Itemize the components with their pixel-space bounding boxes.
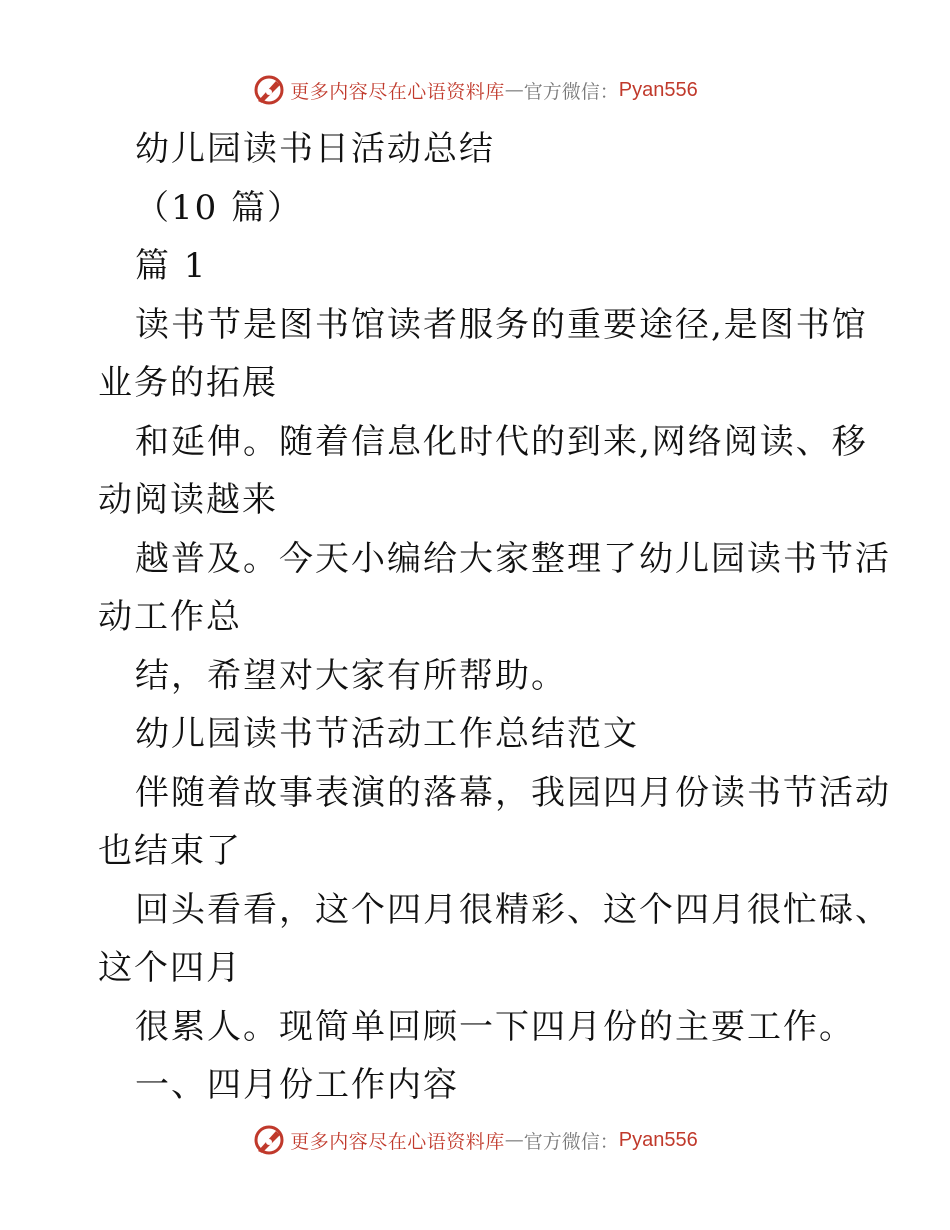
banner-wechat-id: Pyan556: [618, 1128, 698, 1151]
pen-logo-icon: [252, 73, 286, 107]
paragraph-line: 也结束了: [98, 831, 242, 871]
banner-brand-text: 更多内容尽在心语资料库: [290, 1130, 505, 1153]
paragraph-line: 业务的拓展: [98, 363, 278, 403]
paragraph-line: 结，希望对大家有所帮助。: [135, 655, 567, 696]
header-watermark-banner: [0, 70, 950, 110]
paragraph-line: 和延伸。随着信息化时代的到来,网络阅读、移: [135, 421, 868, 462]
banner-separator: —: [504, 1129, 524, 1151]
footer-watermark-banner: [0, 1120, 950, 1160]
list-heading: 一、四月份工作内容: [135, 1065, 459, 1105]
paragraph-line: 这个四月: [98, 948, 242, 988]
subsection-heading: 幼儿园读书节活动工作总结范文: [135, 714, 639, 754]
paragraph-line: 很累人。现简单回顾一下四月份的主要工作。: [135, 1006, 855, 1047]
pen-logo-icon: [252, 1123, 286, 1157]
paragraph-line: 读书节是图书馆读者服务的重要途径,是图书馆: [135, 304, 868, 345]
banner-wechat-id: Pyan556: [618, 78, 698, 101]
paragraph-line: 越普及。今天小编给大家整理了幼儿园读书节活: [135, 538, 891, 579]
document-title: 幼儿园读书日活动总结: [135, 129, 495, 169]
banner-separator: —: [504, 79, 524, 101]
document-subtitle: （10 篇）: [135, 187, 304, 228]
paragraph-line: 回头看看，这个四月很精彩、这个四月很忙碌、: [135, 889, 891, 930]
paragraph-line: 动工作总: [98, 597, 242, 637]
banner-wechat-label: 官方微信：: [523, 80, 619, 103]
banner-wechat-label: 官方微信：: [523, 1130, 619, 1153]
paragraph-line: 伴随着故事表演的落幕，我园四月份读书节活动: [135, 772, 891, 813]
paragraph-line: 动阅读越来: [98, 480, 278, 520]
banner-brand-text: 更多内容尽在心语资料库: [290, 80, 505, 103]
section-heading: 篇 1: [135, 246, 208, 286]
document-body: [98, 120, 891, 1115]
